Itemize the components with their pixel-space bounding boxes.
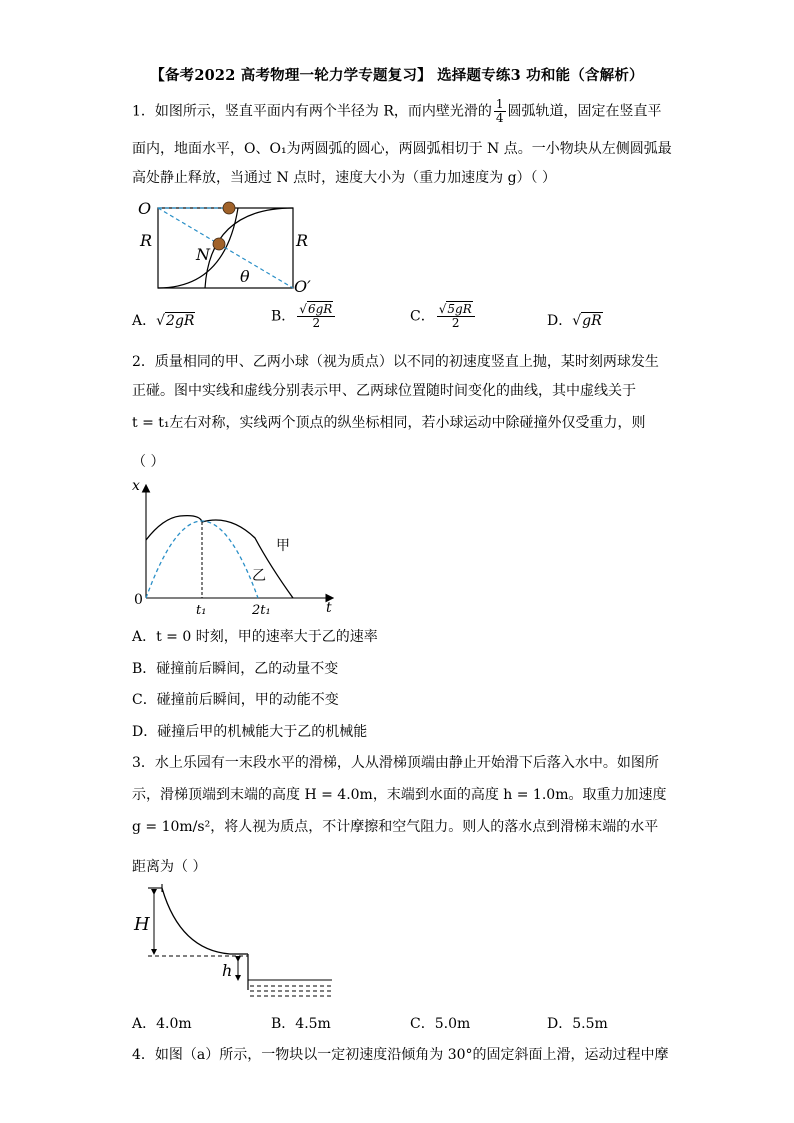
q1-option-c: C． $\frac{√5gR}{2}$ <box>410 303 477 330</box>
q1-label-theta: θ <box>240 267 250 286</box>
q2-figure <box>130 478 345 618</box>
q3-option-b: B．4.5m <box>271 1016 331 1032</box>
q1-option-b-label: B． <box>271 308 296 325</box>
q3-line-3: g = 10m/s²，将人视为质点，不计摩擦和空气阻力。则人的落水点到滑梯末端的水平 <box>132 819 659 835</box>
q3-figure <box>130 880 340 1005</box>
q2-label-origin: 0 <box>134 592 143 608</box>
q1-frac-den: 4 <box>495 111 504 125</box>
q1-frac-num: 1 <box>495 97 504 111</box>
q2-option-a: A．t = 0 时刻，甲的速率大于乙的速率 <box>132 629 378 645</box>
q2-option-b: B．碰撞前后瞬间，乙的动量不变 <box>132 661 339 677</box>
q3-slide-curve <box>162 888 248 954</box>
q3-line-1: 3．水上乐园有一末段水平的滑梯，人从滑梯顶端由静止开始滑下后落入水中。如图所 <box>132 755 659 771</box>
q1-option-d-label: D． <box>547 313 573 329</box>
q1-line-1b: 圆弧轨道，固定在竖直平 <box>507 103 662 120</box>
q1-option-c-label: C． <box>410 308 435 325</box>
q3-option-c: C．5.0m <box>410 1016 471 1032</box>
q1-option-b-den: 2 <box>312 316 321 330</box>
q2-label-jia: 甲 <box>276 538 290 554</box>
q1-dashed-diagonal <box>158 208 293 288</box>
q3-option-d: D．5.5m <box>547 1016 608 1032</box>
q2-line-2: 正碰。图中实线和虚线分别表示甲、乙两球位置随时间变化的曲线，其中虚线关于 <box>132 383 636 399</box>
q1-option-d-value: gR <box>582 313 602 329</box>
q1-option-b-value: 6gR <box>307 302 333 316</box>
q1-option-b: B． $\frac{√6gR}{2}$ <box>271 303 337 330</box>
q2-label-2t1: 2t₁ <box>252 603 271 618</box>
q2-label-t1: t₁ <box>196 603 207 618</box>
q3-line-2: 示，滑梯顶端到末端的高度 H = 4.0m，末端到水面的高度 h = 1.0m。取重力加速度 <box>132 787 667 803</box>
q2-line-3: t = t₁左右对称，实线两个顶点的纵坐标相同，若小球运动中除碰撞外仅受重力，则 <box>132 415 646 431</box>
q2-label-yi: 乙 <box>252 568 266 584</box>
q1-figure <box>130 196 330 296</box>
q1-label-r-right: R <box>296 231 309 250</box>
q3-label-h: h <box>222 961 233 980</box>
q3-option-a: A．4.0m <box>132 1016 192 1032</box>
q1-fraction <box>494 98 506 125</box>
q2-line-1: 2．质量相同的甲、乙两小球（视为质点）以不同的初速度竖直上抛，某时刻两球发生 <box>132 354 659 370</box>
q1-option-a: A．√2gR <box>132 313 195 329</box>
q2-line-4: （ ） <box>132 454 165 470</box>
q3-label-H: H <box>134 914 150 935</box>
q1-line-2: 面内，地面水平，O、O₁为两圆弧的圆心，两圆弧相切于 N 点。一小物块从左侧圆弧最 <box>132 141 672 157</box>
q1-option-a-value: 2gR <box>166 313 195 329</box>
q4-line-1: 4．如图（a）所示，一物块以一定初速度沿倾角为 30°的固定斜面上滑，运动过程中摩 <box>132 1047 669 1063</box>
q1-option-d: D．√gR <box>547 313 602 329</box>
q1-label-r-left: R <box>140 231 153 250</box>
q1-label-n: N <box>196 245 210 264</box>
q1-label-o-prime: O′ <box>294 277 311 296</box>
q1-label-o: O <box>138 199 152 218</box>
q1-line-1 <box>132 98 672 125</box>
q1-option-c-den: 2 <box>451 316 460 330</box>
q1-ball-top <box>223 202 235 214</box>
q3-line-4: 距离为（ ） <box>132 859 207 875</box>
q2-curve-jia <box>146 516 293 598</box>
q1-option-a-label: A． <box>132 313 157 329</box>
q1-line-3: 高处静止释放，当通过 N 点时，速度大小为（重力加速度为 g）（ ） <box>132 170 557 186</box>
q1-line-1a: 1．如图所示，竖直平面内有两个半径为 R，而内壁光滑的 <box>132 103 492 120</box>
q2-option-c: C．碰撞前后瞬间，甲的动能不变 <box>132 692 339 708</box>
q1-ball-n <box>213 238 225 250</box>
page-title: 【备考2022 高考物理一轮力学专题复习】 选择题专练3 功和能（含解析） <box>150 67 644 84</box>
q1-option-c-value: 5gR <box>447 302 472 316</box>
q2-label-x: x <box>132 478 140 494</box>
q2-label-t: t <box>326 600 332 616</box>
q2-option-d: D．碰撞后甲的机械能大于乙的机械能 <box>132 724 368 740</box>
